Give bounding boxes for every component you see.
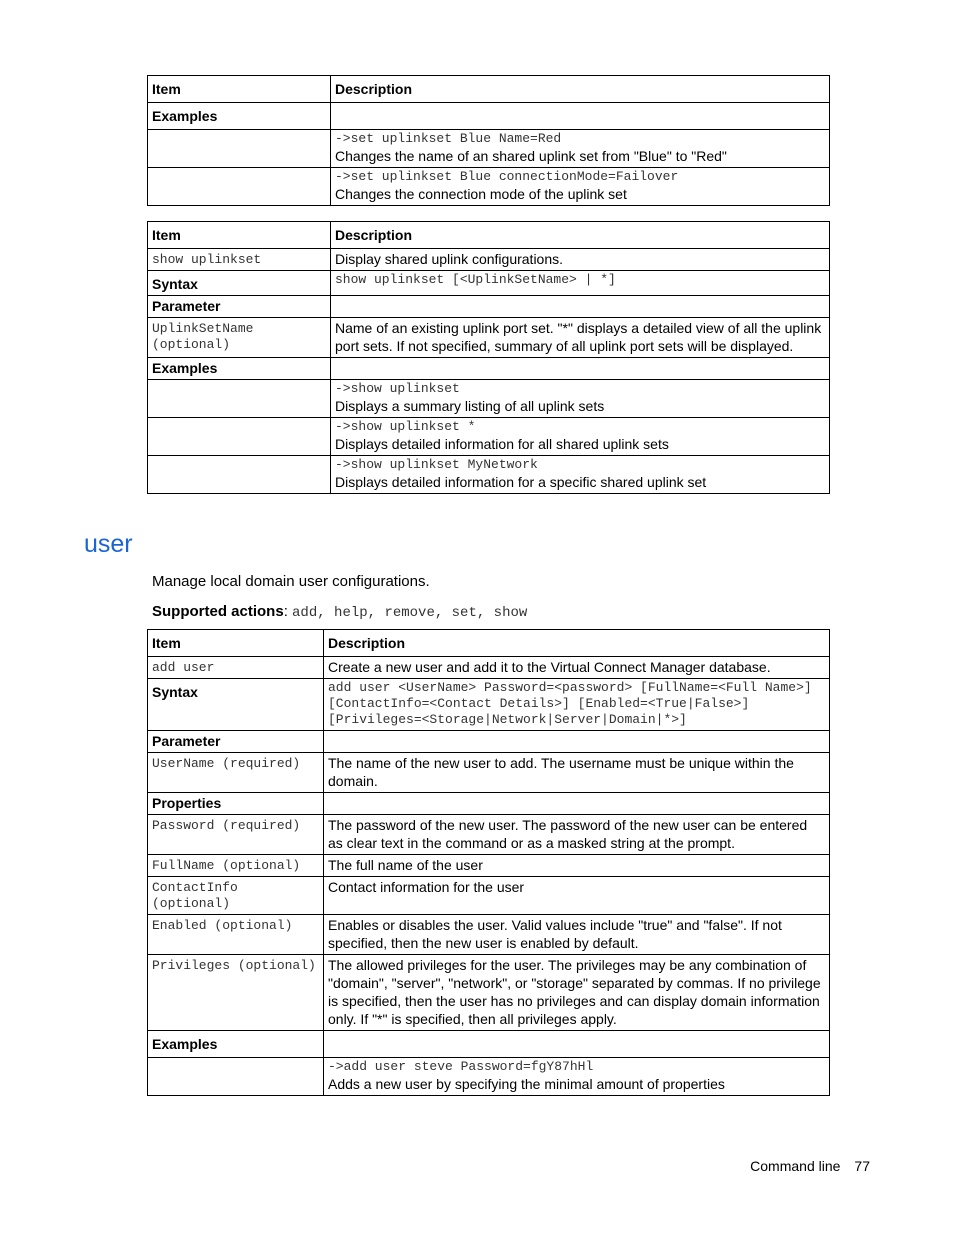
table-row <box>148 271 830 296</box>
parameter-name: UplinkSetName (optional) <box>148 318 331 358</box>
section-heading: user <box>84 530 133 558</box>
table-row <box>148 753 830 793</box>
property-description: The password of the new user. The password of the new user can be entered as clear text in the command or as a masked string at the prompt. <box>324 815 830 855</box>
supported-actions <box>152 603 527 621</box>
examples-label: Examples <box>148 358 331 380</box>
example-code: ->add user steve Password=fgY87hHl <box>328 1059 594 1074</box>
syntax-label: Syntax <box>148 271 331 296</box>
table-row <box>148 318 830 358</box>
examples-label: Examples <box>148 103 331 130</box>
example-text: Displays a summary listing of all uplink sets <box>335 398 605 414</box>
parameter-label: Parameter <box>148 731 324 753</box>
supported-actions-list: add, help, remove, set, show <box>292 605 528 621</box>
syntax-label: Syntax <box>148 679 324 731</box>
table-header-row <box>148 222 830 249</box>
example-text: Displays detailed information for all shared uplink sets <box>335 436 669 452</box>
table-row <box>148 1031 830 1058</box>
table-header-row <box>148 630 830 657</box>
header-item: Item <box>148 630 324 657</box>
table-row <box>148 1058 830 1096</box>
page-number: 77 <box>854 1158 870 1174</box>
table-row <box>148 877 830 915</box>
command-description: Display shared uplink configurations. <box>331 249 830 271</box>
add-user-table <box>147 629 830 1096</box>
examples-label: Examples <box>148 1031 324 1058</box>
table-row <box>148 815 830 855</box>
table-row <box>148 915 830 955</box>
example-code: ->show uplinkset MyNetwork <box>335 457 538 472</box>
property-description: Contact information for the user <box>324 877 830 915</box>
property-name: Password (required) <box>148 815 324 855</box>
table-header-row <box>148 76 830 103</box>
table-row <box>148 679 830 731</box>
example-code: ->set uplinkset Blue connectionMode=Failover <box>335 169 679 184</box>
table-row <box>148 855 830 877</box>
example-text: Changes the connection mode of the uplink set <box>335 186 627 202</box>
property-name: Privileges (optional) <box>148 955 324 1031</box>
show-uplinkset-table <box>147 221 830 494</box>
header-description: Description <box>324 630 830 657</box>
command-description: Create a new user and add it to the Virtual Connect Manager database. <box>324 657 830 679</box>
table-row <box>148 657 830 679</box>
table-row <box>148 130 830 168</box>
command-name: add user <box>148 657 324 679</box>
section-intro: Manage local domain user configurations. <box>152 573 430 590</box>
example-text: Changes the name of an shared uplink set from "Blue" to "Red" <box>335 148 727 164</box>
footer-section: Command line <box>750 1158 841 1174</box>
example-text: Adds a new user by specifying the minimal amount of properties <box>328 1076 725 1092</box>
property-description: The full name of the user <box>324 855 830 877</box>
parameter-label: Parameter <box>148 296 331 318</box>
property-name: Enabled (optional) <box>148 915 324 955</box>
parameter-description: The name of the new user to add. The username must be unique within the domain. <box>324 753 830 793</box>
table-row <box>148 456 830 494</box>
property-description: Enables or disables the user. Valid values include "true" and "false". If not specified, then the new user is enabled by default. <box>324 915 830 955</box>
parameter-description: Name of an existing uplink port set. "*" displays a detailed view of all the uplink port sets. If not specified, summary of all uplink port sets will be displayed. <box>331 318 830 358</box>
supported-actions-label: Supported actions <box>152 603 284 620</box>
table-row <box>148 380 830 418</box>
example-code: ->set uplinkset Blue Name=Red <box>335 131 562 146</box>
syntax-text: show uplinkset [<UplinkSetName> | *] <box>331 271 830 296</box>
table-row <box>148 168 830 206</box>
table-row <box>148 296 830 318</box>
property-name: ContactInfo (optional) <box>148 877 324 915</box>
table-row <box>148 955 830 1031</box>
table-row <box>148 418 830 456</box>
table-row <box>148 249 830 271</box>
table-row <box>148 358 830 380</box>
table-row <box>148 731 830 753</box>
set-uplinkset-examples-table <box>147 75 830 206</box>
header-item: Item <box>148 76 331 103</box>
header-description: Description <box>331 76 830 103</box>
example-code: ->show uplinkset * <box>335 419 476 434</box>
example-text: Displays detailed information for a specific shared uplink set <box>335 474 707 490</box>
page-footer <box>750 1158 870 1174</box>
syntax-text: add user <UserName> Password=<password> [FullName=<Full Name>] [ContactInfo=<Contact Details>] [Enabled=<True|False>] [Privileges=<Storage|Network|Server|Domain|*>] <box>324 679 830 731</box>
header-item: Item <box>148 222 331 249</box>
parameter-name: UserName (required) <box>148 753 324 793</box>
properties-label: Properties <box>148 793 324 815</box>
property-description: The allowed privileges for the user. The privileges may be any combination of "domain", "server", "network", or "storage" separated by commas. If no privilege is specified, then the user has no privileges and can display domain information only. If "*" is specified, then all privileges apply. <box>324 955 830 1031</box>
header-description: Description <box>331 222 830 249</box>
examples-label-row <box>148 103 830 130</box>
property-name: FullName (optional) <box>148 855 324 877</box>
example-code: ->show uplinkset <box>335 381 460 396</box>
command-name: show uplinkset <box>148 249 331 271</box>
supported-actions-separator: : <box>283 603 293 620</box>
table-row <box>148 793 830 815</box>
